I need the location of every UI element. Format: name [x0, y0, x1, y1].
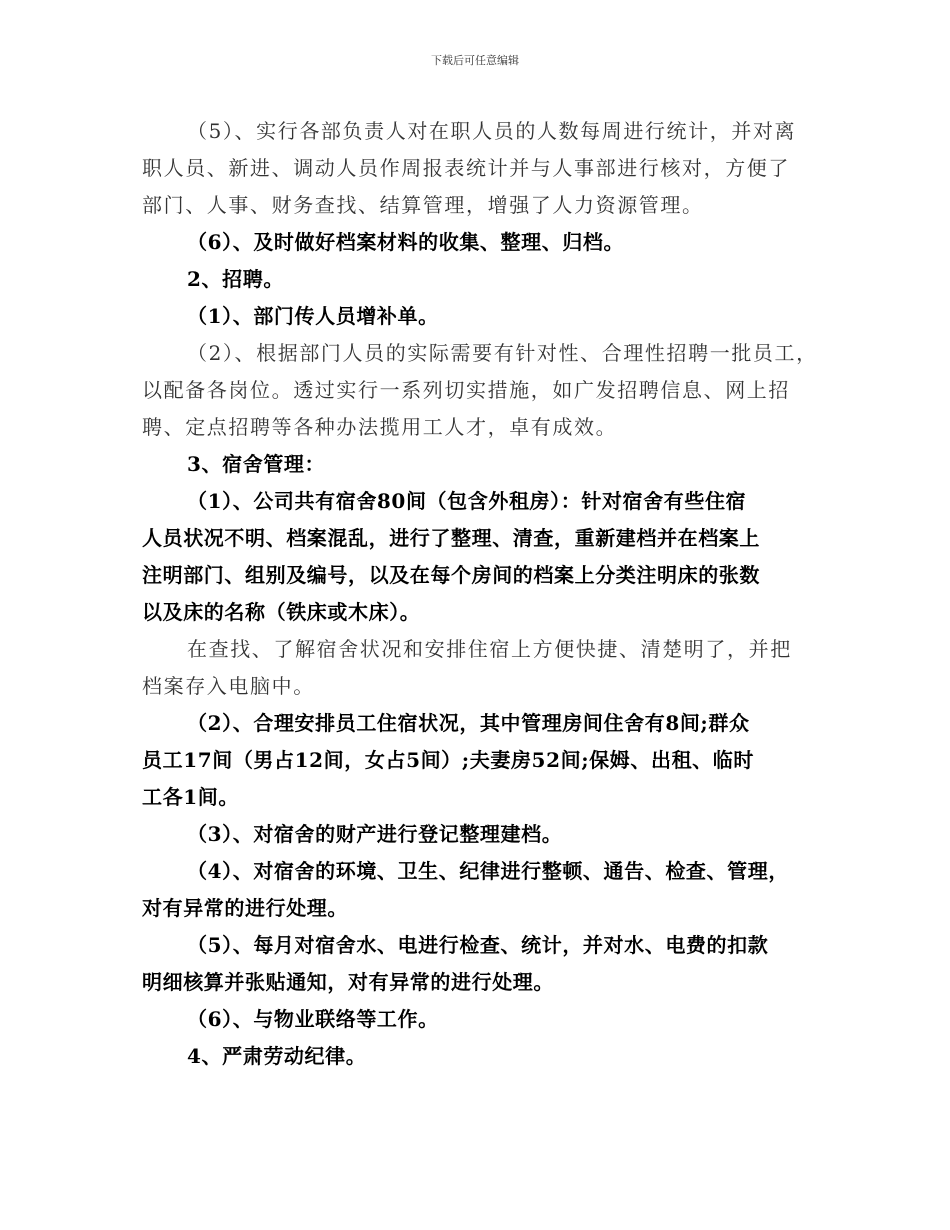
paragraph-p13	[142, 1001, 822, 1038]
text-line: 聘、定点招聘等各种办法揽用工人才，卓有成效。	[142, 415, 618, 439]
text-line: 部门、人事、财务查找、结算管理，增强了人力资源管理。	[142, 193, 704, 217]
text-line: 注明部门、组别及编号，以及在每个房间的档案上分类注明床的张数	[142, 563, 760, 587]
text-line: （2）、根据部门人员的实际需要有针对性、合理性招聘一批员工，	[187, 341, 818, 365]
paragraph-p1	[142, 113, 822, 224]
text-line: 明细核算并张贴通知，对有异常的进行处理。	[142, 970, 554, 994]
text-line: （6）、及时做好档案材料的收集、整理、归档。	[187, 230, 625, 254]
paragraph-p7	[142, 483, 822, 631]
text-line: （1）、公司共有宿舍80间（包含外租房）：针对宿舍有些住宿	[187, 489, 747, 513]
text-line: 人员状况不明、档案混乱，进行了整理、清查，重新建档并在档案上	[142, 526, 760, 550]
text-line: 在查找、了解宿舍状况和安排住宿上方便快捷、清楚明了，并把	[187, 637, 792, 661]
text-line: （1）、部门传人员增补单。	[187, 304, 439, 328]
text-line: （6）、与物业联络等工作。	[187, 1007, 439, 1031]
paragraph-p8	[142, 631, 822, 705]
text-line: （3）、对宿舍的财产进行登记整理建档。	[187, 822, 563, 846]
paragraph-p5	[142, 335, 822, 446]
text-line: 对有异常的进行处理。	[142, 896, 348, 920]
page-header: 下载后可任意编辑	[431, 54, 519, 67]
text-line: 档案存入电脑中。	[142, 674, 315, 698]
text-line: 职人员、新进、调动人员作周报表统计并与人事部进行核对，方便了	[142, 156, 790, 180]
text-line: 员工17间（男占12间，女占5间）;夫妻房52间;保姆、出租、临时	[142, 748, 754, 772]
document-body	[142, 113, 822, 1075]
text-line: 3、宿舍管理：	[187, 452, 326, 476]
text-line: 以配备各岗位。透过实行一系列切实措施，如广发招聘信息、网上招	[142, 378, 790, 402]
text-line: 工各1间。	[142, 785, 239, 809]
text-line: （5）、实行各部负责人对在职人员的人数每周进行统计，并对离	[187, 119, 797, 143]
paragraph-p9	[142, 705, 822, 816]
text-line: （2）、合理安排员工住宿状况，其中管理房间住舍有8间;群众	[187, 711, 750, 735]
paragraph-p4	[142, 298, 822, 335]
text-line: （5）、每月对宿舍水、电进行检查、统计，并对水、电费的扣款	[187, 933, 769, 957]
section-heading-recruitment	[142, 261, 822, 298]
paragraph-p10	[142, 816, 822, 853]
section-heading-labor-discipline	[142, 1038, 822, 1075]
paragraph-p11	[142, 853, 822, 927]
text-line: 4、严肃劳动纪律。	[187, 1044, 367, 1068]
paragraph-p2	[142, 224, 822, 261]
paragraph-p12	[142, 927, 822, 1001]
text-line: 2、招聘。	[187, 267, 284, 291]
section-heading-dormitory	[142, 446, 822, 483]
text-line: 以及床的名称（铁床或木床）。	[142, 600, 421, 624]
text-line: （4）、对宿舍的环境、卫生、纪律进行整顿、通告、检查、管理，	[187, 859, 789, 883]
